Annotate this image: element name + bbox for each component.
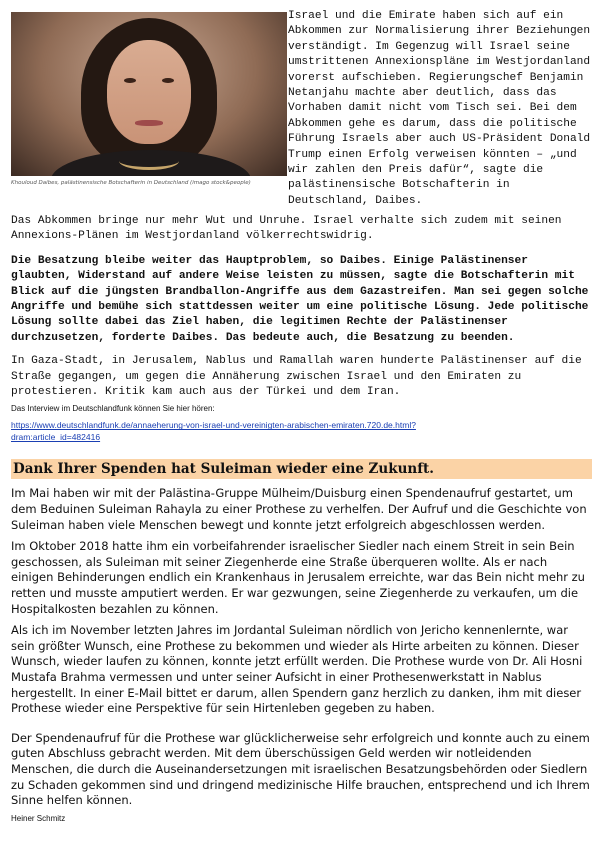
paragraph: In Gaza-Stadt, in Jerusalem, Nablus und Ramallah waren hunderte Palästinenser auf die Straße gegangen, um gegen die Annäherung zwischen Israel und den Emiraten zu protestieren. Kritik kam auch aus der Türkei und dem Iran. <box>11 355 582 399</box>
paragraph: Im Oktober 2018 hatte ihm ein vorbeifahrender israelischer Siedler nach einem Streit in sein Bein geschossen, als Suleiman mit seiner Ziegenherde eine Straße überqueren wollte. Als er nach einigen Behinderungen endlich ein Krankenhaus in Jerusalem erreichte, war das Bein nicht mehr zu retten und musste amputiert werden. Er war gezwungen, seine Ziegenherde zu verkaufen, um die Hospitalkosten bezahlen zu können. <box>11 539 585 616</box>
section-heading: Dank Ihrer Spenden hat Suleiman wieder eine Zukunft. <box>11 459 592 479</box>
paragraph: Das Abkommen bringe nur mehr Wut und Unruhe. Israel verhalte sich zudem mit seinen Annexions-Plänen im Westjordanland völkerrechtswidrig. <box>11 215 562 243</box>
paragraph: Als ich im November letzten Jahres im Jordantal Suleiman nördlich von Jericho kennenlernte, war sein größter Wunsch, eine Prothese zu bekommen und wieder als Hirte arbeiten zu können. Dieser Wunsch, wieder laufen zu können, konnte jetzt erfüllt werden. Die Prothese wurde von Dr. Ali Hosni Mustafa Brahma vermessen und unter seiner Aufsicht in einer Prothesenwerkstatt in Nablus hergestellt. In einer E-Mail bittet er darum, allen Spendern ganz herzlich zu danken, ihm mit dieser Prothese wieder eine Perspektive für sein Hirtenleben gegeben zu haben. <box>11 623 583 716</box>
article-top <box>11 12 592 212</box>
portrait-photo <box>11 12 287 176</box>
photo-block <box>11 12 287 192</box>
interview-link[interactable]: https://www.deutschlandfunk.de/annaeherung-von-israel-und-vereinigten-arabischen-emiraten.720.de.html?dram:article_id=482416 <box>11 420 416 443</box>
intro-paragraph: Israel und die Emirate haben sich auf ein Abkommen zur Normalisierung ihrer Beziehungen verständigt. Im Gegenzug will Israel seine umstrittenen Annexionspläne im Westjordanland vorerst aufschieben. Regierungschef Benjamin Netanjahu machte aber deutlich, dass das Vorhaben damit nicht vom Tisch sei. Bei dem Abkommen gehe es darum, dass die politische Führung Israels aber auch US-Präsident Donald Trump einen Erfolg verweisen könnten – „und wir zahlen den Preis dafür“, sagte die palästinensische Botschafterin in Deutschland, Daibes. <box>288 10 591 207</box>
page <box>11 12 592 823</box>
photo-caption: Khouloud Daibes, palästinensische Botschafterin in Deutschland (imago stock&people) <box>11 180 251 186</box>
paragraph: Im Mai haben wir mit der Palästina-Gruppe Mülheim/Duisburg einen Spendenaufruf gestartet, um dem Beduinen Suleiman Rahayla zu einer Prothese zu verhelfen. Der Aufruf und die Geschichte von Suleiman haben viele Menschen bewegt und konnte jetzt erfolgreich abgeschlossen werden. <box>11 486 587 532</box>
bold-paragraph: Die Besatzung bleibe weiter das Hauptproblem, so Daibes. Einige Palästinenser glaubten, Widerstand auf andere Weise leisten zu müssen, sagte die Botschafterin mit Blick auf die jüngsten Brandballon-Angriffe aus dem Gazastreifen. Man sei gegen solche Angriffe und bemühe sich stattdessen weiter um eine politische Lösung. Jede politische Lösung sollte dabei das Ziel haben, die legitimen Rechte der Palästinenser durchzusetzen, forderte Daibes. Das bedeute auch, die Besatzung zu beenden. <box>11 254 589 344</box>
signature: Heiner Schmitz <box>11 813 66 823</box>
interview-note: Das Interview im Deutschlandfunk können Sie hier hören: <box>11 404 215 414</box>
paragraph: Der Spendenaufruf für die Prothese war glücklicherweise sehr erfolgreich und konnte auch zu einem guten Abschluss gebracht werden. Mit dem überschüssigen Geld werden wir notleidenden Menschen, die durch die Auseinandersetzungen mit israelischen Besatzungsbehörden oder Siedlern zu Schaden gekommen sind und dringend medizinische Hilfe brauchen, entsprechend und ich Ihrem Sinne helfen können. <box>11 730 590 808</box>
